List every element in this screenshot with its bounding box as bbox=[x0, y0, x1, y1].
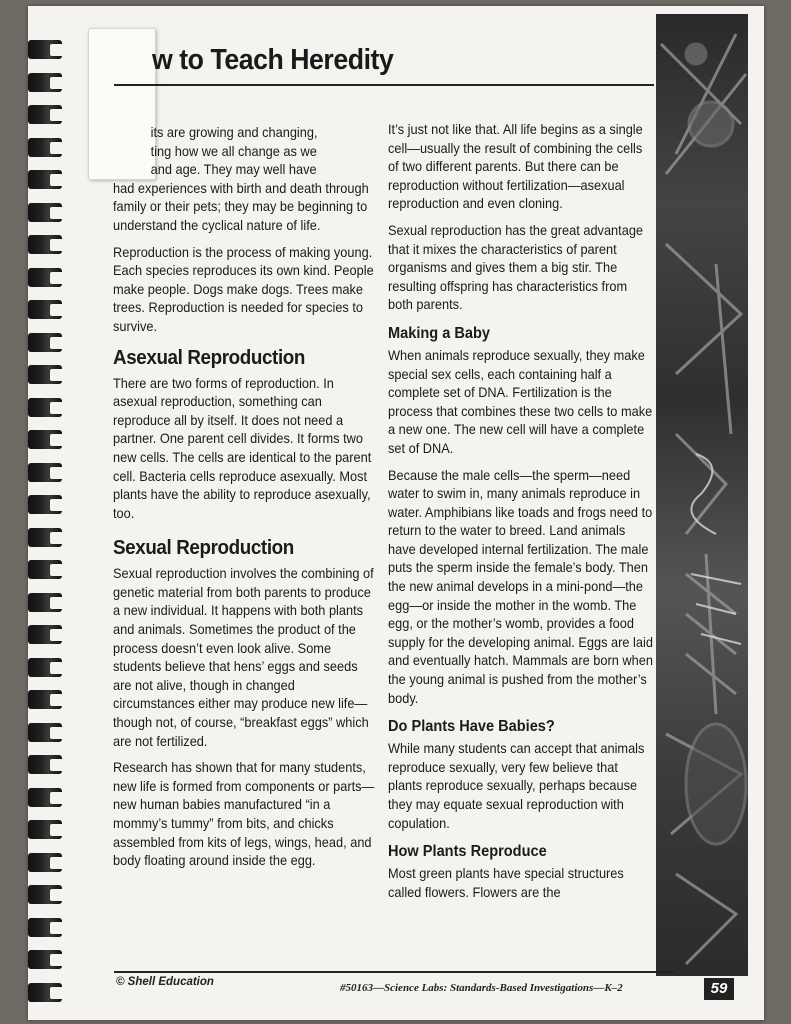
intro-paragraph bbox=[113, 124, 378, 236]
side-decorative-image bbox=[656, 14, 748, 976]
binding-hole bbox=[50, 759, 64, 771]
binding-hole bbox=[50, 792, 64, 804]
binding-hole bbox=[50, 922, 64, 934]
asexual-paragraph: There are two forms of reproduction. In asexual reproduction, something can reproduce all by itself. It does not need a partner. One parent cell divides. It forms two new cells. The cells are identical to the parent cell. Bacteria cells reproduce asexually. Most plants have the ability to reproduce asexually, too. bbox=[113, 375, 372, 521]
heading-sexual: Sexual Reproduction bbox=[113, 537, 294, 560]
binding-hole bbox=[50, 727, 64, 739]
binding-hole bbox=[50, 77, 64, 89]
binding-hole bbox=[50, 629, 64, 641]
binding-hole bbox=[50, 824, 64, 836]
intro-line-2: ting how we all change as we bbox=[150, 143, 317, 159]
intro-line-3: and age. They may well have bbox=[150, 162, 317, 178]
reproduction-paragraph: Reproduction is the process of making young. Each species reproduces its own kind. People make people. Dogs make dogs. Trees make trees. Reproduction is needed for species to survive. bbox=[113, 244, 374, 334]
binding-hole bbox=[50, 857, 64, 869]
making-baby-paragraph: When animals reproduce sexually, they make special sex cells, each containing half a complete set of DNA. Fertilization is the process that combines these two cells to make a new one. The new cell will have a complete set of DNA. bbox=[388, 347, 653, 456]
binding-hole bbox=[50, 207, 64, 219]
research-paragraph: Research has shown that for many students, new life is formed from components or parts—new human babies manufactured “in a mommy’s tummy” from bits, and chicks assembled from kits of legs, wings, head, and body floating around inside the egg. bbox=[113, 760, 375, 869]
page-number: 59 bbox=[704, 978, 734, 1000]
binding-hole bbox=[50, 142, 64, 154]
binding-hole bbox=[50, 109, 64, 121]
left-column bbox=[113, 124, 378, 879]
page-title: w to Teach Heredity bbox=[152, 44, 394, 76]
sexual-paragraph: Sexual reproduction involves the combining of genetic material from both parents to produce a new individual. It happens with both plants and animals. Sometimes the product of the process doesn’t even look alive. Some students believe that hens’ eggs and seeds are not alive, though in changed circumstances either may produce new life—though not, of course, “breakfast eggs” which are not fertilized. bbox=[113, 566, 374, 749]
sperm-paragraph: Because the male cells—the sperm—need water to swim in, many animals reproduce in water. Amphibians like toads and frogs need to return to the water to breed. Land animals have developed internal fertilization. The male puts the sperm inside the female’s body. Then the new animal develops in a mini-pond—the egg—or inside the mother in the womb. The egg, or the mother’s womb, provides a food supply for the developing animal. Eggs are laid and eventually hatch. Mammals are born when the young animal is pushed from the mother’s body. bbox=[388, 467, 653, 706]
binding-hole bbox=[50, 954, 64, 966]
heading-plants-babies: Do Plants Have Babies? bbox=[388, 718, 555, 736]
binding-hole bbox=[50, 564, 64, 576]
footer-rule bbox=[114, 971, 674, 973]
binding-hole bbox=[50, 694, 64, 706]
footer-book-title: #50163—Science Labs: Standards-Based Investigations—K–2 bbox=[340, 982, 623, 994]
binding-hole bbox=[50, 304, 64, 316]
title-rule bbox=[114, 84, 654, 86]
binding-hole bbox=[50, 174, 64, 186]
heading-making-a-baby: Making a Baby bbox=[388, 324, 491, 342]
binding-hole bbox=[50, 662, 64, 674]
life-begins-paragraph: It’s just not like that. All life begins as a single cell—usually the result of combining the cells of two different parents. But there can be reproduction without fertilization—asexual reproduction and even cloning. bbox=[388, 122, 643, 212]
heading-plants-reproduce: How Plants Reproduce bbox=[388, 843, 547, 861]
binding-hole bbox=[50, 44, 64, 56]
binding-hole bbox=[50, 499, 64, 511]
intro-line-1: its are growing and changing, bbox=[150, 125, 318, 140]
binding-hole bbox=[50, 402, 64, 414]
binding-hole bbox=[50, 434, 64, 446]
plants-reproduce-paragraph: Most green plants have special structures called flowers. Flowers are the bbox=[388, 866, 624, 900]
binding-hole bbox=[50, 987, 64, 999]
binding-hole bbox=[50, 369, 64, 381]
spiral-binding bbox=[28, 36, 78, 1016]
binding-hole bbox=[50, 532, 64, 544]
right-column bbox=[388, 121, 654, 910]
document-page bbox=[28, 6, 764, 1020]
binding-hole bbox=[50, 272, 64, 284]
heading-asexual: Asexual Reproduction bbox=[113, 346, 306, 369]
intro-line-4: had experiences with birth and death through family or their pets; they may be beginning to understand the cyclical nature of life. bbox=[113, 180, 369, 233]
binding-hole bbox=[50, 597, 64, 609]
binding-hole bbox=[50, 889, 64, 901]
binding-hole bbox=[50, 467, 64, 479]
binding-hole bbox=[50, 337, 64, 349]
decorative-science-art bbox=[656, 14, 748, 976]
footer-publisher: © Shell Education bbox=[116, 976, 214, 988]
advantage-paragraph: Sexual reproduction has the great advantage that it mixes the characteristics of parent organisms and gives them a big stir. The resulting offspring has characteristics from both parents. bbox=[388, 222, 644, 313]
binding-hole bbox=[50, 239, 64, 251]
plants-babies-paragraph: While many students can accept that animals reproduce sexually, very few believe that plants reproduce sexually, perhaps because they may equate sexual reproduction with copulation. bbox=[388, 741, 645, 831]
